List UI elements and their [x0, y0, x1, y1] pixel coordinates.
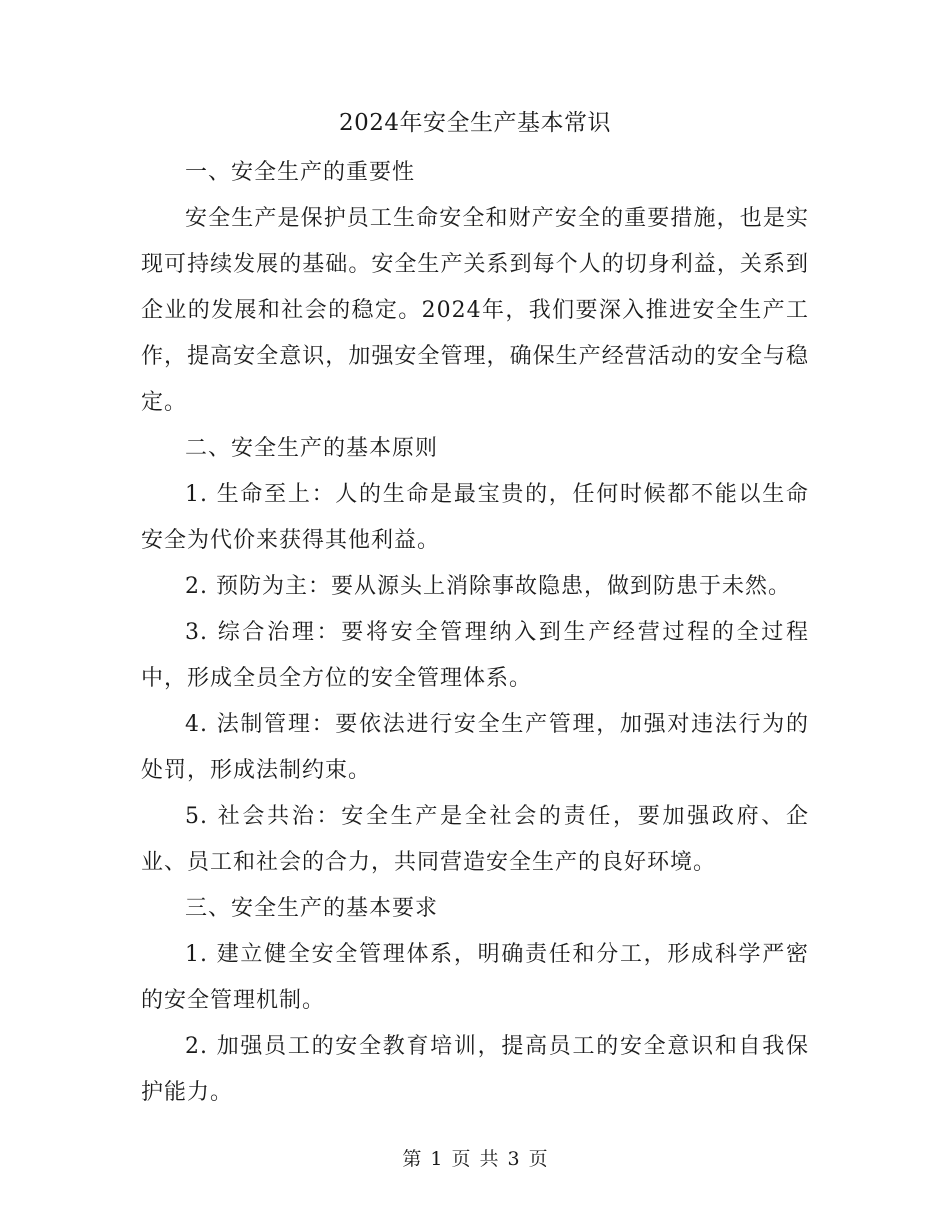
section-heading-principles: 二、安全生产的基本原则 — [185, 436, 439, 461]
principle-item-3: 3. 综合治理：要将安全管理纳入到生产经营过程的全过程中，形成全员全方位的安全管理体系。 — [141, 620, 809, 691]
document-body — [141, 150, 809, 1116]
principle-item-5: 5. 社会共治：安全生产是全社会的责任，要加强政府、企业、员工和社会的合力，共同营造安全生产的良好环境。 — [141, 804, 809, 875]
principle-item-4: 4. 法制管理：要依法进行安全生产管理，加强对违法行为的处罚，形成法制约束。 — [141, 712, 809, 783]
document-title: 2024年安全生产基本常识 — [338, 110, 612, 136]
paragraph-importance: 安全生产是保护员工生命安全和财产安全的重要措施，也是实现可持续发展的基础。安全生产关系到每个人的切身利益，关系到企业的发展和社会的稳定。2024年，我们要深入推进安全生产工作，提高安全意识，加强安全管理，确保生产经营活动的安全与稳定。 — [141, 206, 809, 415]
section-heading-requirements: 三、安全生产的基本要求 — [185, 896, 439, 921]
requirement-item-1: 1. 建立健全安全管理体系，明确责任和分工，形成科学严密的安全管理机制。 — [141, 942, 809, 1013]
section-heading-importance: 一、安全生产的重要性 — [185, 160, 416, 185]
page-number-footer: 第 1 页 共 3 页 — [402, 1148, 548, 1170]
requirement-item-2: 2. 加强员工的安全教育培训，提高员工的安全意识和自我保护能力。 — [141, 1034, 809, 1105]
principle-item-2: 2. 预防为主：要从源头上消除事故隐患，做到防患于未然。 — [185, 574, 791, 599]
principle-item-1: 1. 生命至上：人的生命是最宝贵的，任何时候都不能以生命安全为代价来获得其他利益。 — [141, 482, 809, 553]
